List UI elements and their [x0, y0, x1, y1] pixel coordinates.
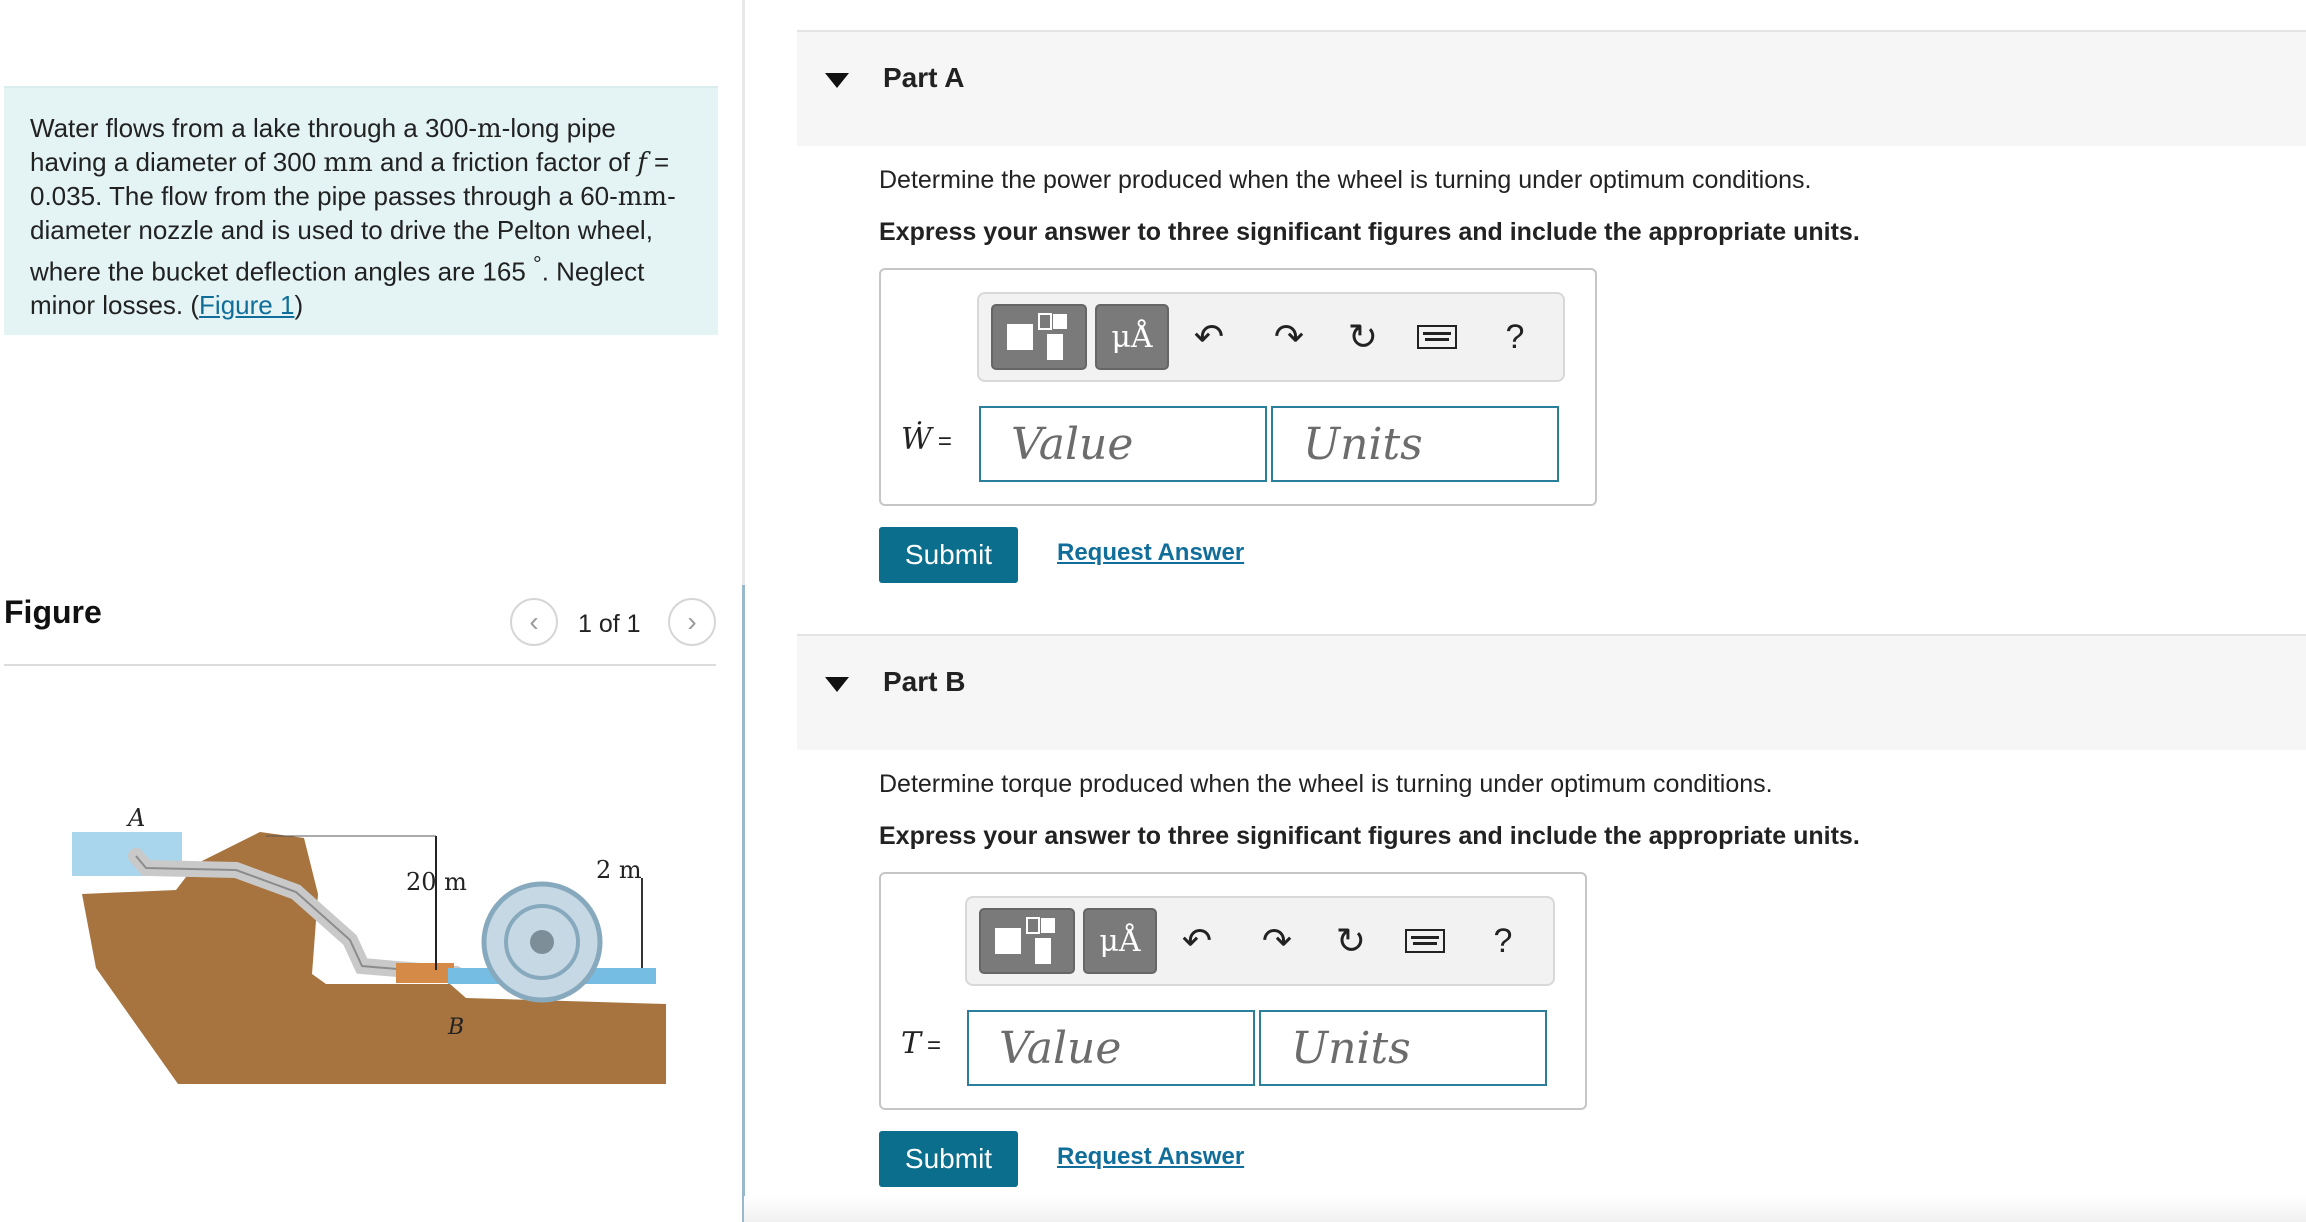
pelton-wheel-figure — [66, 808, 682, 1094]
problem-text: -long pipe having a diameter of 300 — [30, 113, 616, 177]
part-b-title: Part B — [883, 666, 966, 697]
undo-button[interactable] — [1177, 916, 1217, 966]
reset-icon: ↻ — [1347, 316, 1379, 357]
reset-button[interactable] — [1343, 312, 1383, 362]
next-figure-button[interactable] — [668, 598, 716, 646]
wheel-axle — [530, 930, 554, 954]
unit-mm: mm — [323, 148, 373, 178]
value-input[interactable] — [969, 1012, 1253, 1084]
height-label: 20 m — [406, 868, 467, 896]
undo-icon: ↶ — [1193, 316, 1225, 357]
problem-statement — [4, 86, 718, 335]
torque-variable: T — [901, 1026, 922, 1061]
left-pane — [0, 0, 744, 1222]
templates-button[interactable] — [979, 908, 1075, 974]
units-field[interactable] — [1271, 406, 1559, 482]
friction-factor-symbol: f — [637, 148, 647, 178]
reset-button[interactable] — [1331, 916, 1371, 966]
nozzle — [396, 963, 454, 983]
redo-button[interactable] — [1269, 312, 1309, 362]
part-a-submit-button[interactable]: Submit — [879, 527, 1018, 583]
point-a-label: A — [128, 808, 146, 832]
part-a-header[interactable] — [797, 30, 2306, 146]
templates-icon — [993, 306, 1085, 368]
math-toolbar — [977, 292, 1565, 382]
value-field[interactable] — [979, 406, 1267, 482]
problem-text: = 0.035. The flow from the pipe passes through a 60- — [30, 147, 670, 211]
collapse-triangle-icon — [825, 73, 849, 88]
problem-text: ) — [294, 289, 304, 320]
part-b-request-answer-link[interactable]: Request Answer — [1057, 1143, 1245, 1170]
figure-counter: 1 of 1 — [578, 610, 641, 638]
figure-title: Figure — [4, 594, 102, 630]
power-variable: Ẇ — [901, 422, 932, 457]
previous-figure-button[interactable] — [510, 598, 558, 646]
redo-icon: ↷ — [1261, 920, 1293, 961]
help-button[interactable] — [1495, 312, 1535, 362]
unit-m: m — [477, 114, 502, 144]
keyboard-button[interactable] — [1397, 916, 1453, 966]
wheel-size-label: 2 m — [596, 856, 642, 884]
part-a-instruction: Express your answer to three significant figures and include the appropriate units. — [879, 218, 1860, 246]
torque-variable-label — [901, 1026, 941, 1061]
math-toolbar — [965, 896, 1555, 986]
units-button[interactable] — [1083, 908, 1157, 974]
value-field[interactable] — [967, 1010, 1255, 1086]
value-input[interactable] — [981, 408, 1265, 480]
pane-divider-accent — [742, 585, 745, 1222]
redo-button[interactable] — [1257, 916, 1297, 966]
part-b-instruction: Express your answer to three significant figures and include the appropriate units. — [879, 822, 1860, 850]
part-b-answer-box — [879, 872, 1587, 1110]
chevron-left-icon: ‹ — [529, 606, 539, 637]
problem-text: Water flows from a lake through a 300- — [30, 113, 478, 143]
equals-sign: = — [927, 1032, 942, 1059]
part-a-request-answer-link[interactable]: Request Answer — [1057, 539, 1245, 566]
part-a-answer-box — [879, 268, 1597, 506]
keyboard-icon — [1417, 325, 1457, 349]
part-a-title: Part A — [883, 62, 965, 93]
figure-link[interactable]: Figure 1 — [199, 289, 295, 320]
help-icon: ? — [1493, 921, 1513, 960]
units-icon: μÅ — [1111, 319, 1153, 355]
bottom-shadow — [744, 1196, 2306, 1222]
collapse-triangle-icon — [825, 677, 849, 692]
templates-button[interactable] — [991, 304, 1087, 370]
problem-text: -diameter nozzle and is used to drive the Pelton wheel, where the bucket deflection angles are 165 — [30, 181, 676, 287]
unit-mm: mm — [617, 182, 668, 212]
keyboard-icon — [1405, 929, 1445, 953]
degree-symbol: ° — [533, 251, 542, 276]
units-input[interactable] — [1261, 1012, 1545, 1084]
help-icon: ? — [1505, 317, 1525, 356]
templates-icon — [981, 910, 1073, 972]
figure-header — [4, 586, 716, 666]
equals-sign: = — [937, 428, 952, 455]
undo-icon: ↶ — [1181, 920, 1213, 961]
point-b-label: B — [448, 1015, 465, 1040]
units-field[interactable] — [1259, 1010, 1547, 1086]
keyboard-button[interactable] — [1409, 312, 1465, 362]
part-b-header[interactable] — [797, 634, 2306, 750]
undo-button[interactable] — [1189, 312, 1229, 362]
redo-icon: ↷ — [1273, 316, 1305, 357]
problem-text: and a friction factor of — [372, 147, 638, 177]
part-b-question: Determine torque produced when the wheel is turning under optimum conditions. — [879, 770, 1773, 798]
problem-text: . Neglect minor losses. ( — [30, 256, 645, 320]
power-variable-label — [901, 422, 952, 457]
chevron-right-icon: › — [687, 606, 697, 637]
units-input[interactable] — [1273, 408, 1557, 480]
units-icon: μÅ — [1099, 923, 1141, 959]
units-button[interactable] — [1095, 304, 1169, 370]
part-b-submit-button[interactable]: Submit — [879, 1131, 1018, 1187]
part-a-question: Determine the power produced when the wheel is turning under optimum conditions. — [879, 166, 1812, 194]
reset-icon: ↻ — [1335, 920, 1367, 961]
help-button[interactable] — [1483, 916, 1523, 966]
